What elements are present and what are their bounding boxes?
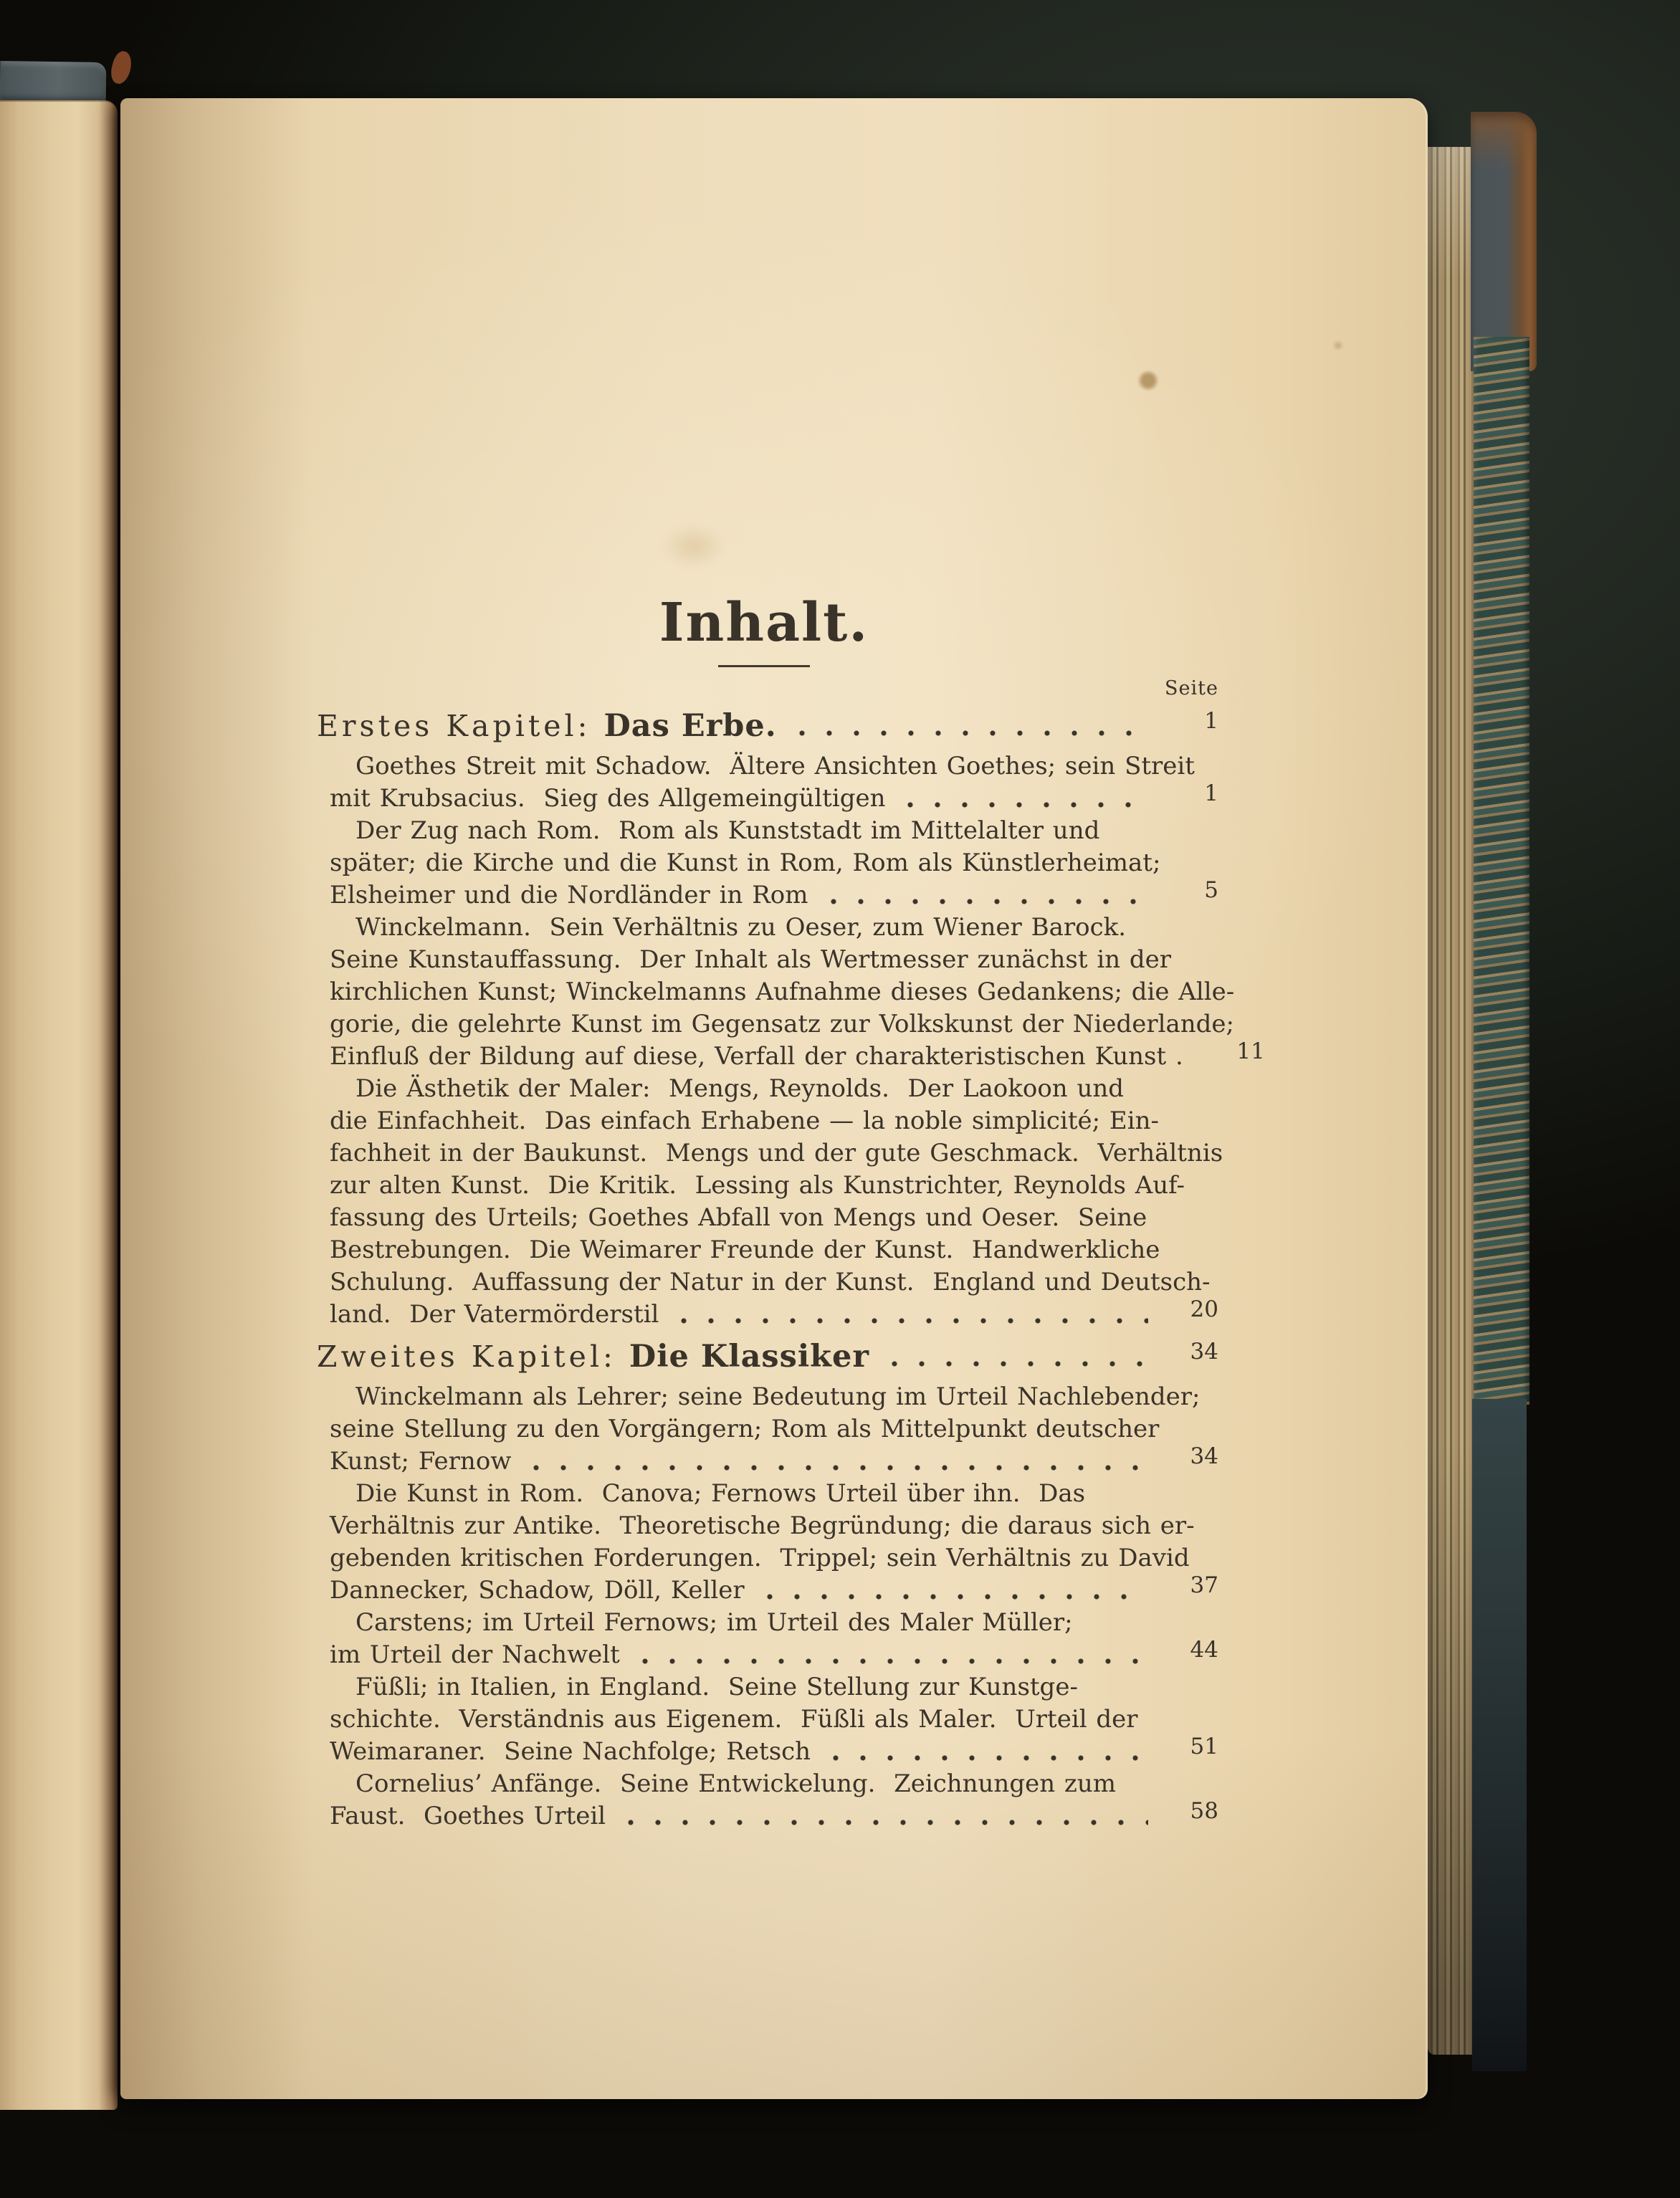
page-column-header: Seite [1165,677,1218,699]
toc-line-text: Elsheimer und die Nordländer in Rom [330,881,808,909]
dot-leader [756,1575,1148,1607]
marbled-cover-edge [1474,337,1529,1405]
toc-line [330,1137,1223,1170]
toc-line-text: Carstens; im Urteil Fernows; im Urteil des Maler Müller; [355,1608,1073,1637]
dot-leader [631,1639,1148,1671]
toc-line [330,750,1218,783]
toc-line [330,1234,1218,1266]
toc-line-text: Bestrebungen. Die Weimarer Freunde der Kunst. Handwerkliche [330,1236,1160,1264]
toc-line-text: seine Stellung zu den Vorgängern; Rom als Mittelpunkt deutscher [330,1415,1160,1443]
toc-line-text: Winckelmann. Sein Verhältnis zu Oeser, zum Wiener Barock. [355,913,1127,942]
toc-line-text: fachheit in der Baukunst. Mengs und der gute Geschmack. Verhältnis [330,1139,1223,1167]
toc-line-text: die Einfachheit. Das einfach Erhabene — la noble simplicité; Ein- [330,1107,1159,1135]
toc-line [330,1736,1218,1768]
page-title: Inhalt. [659,592,869,654]
toc-sub-entry [330,1478,1218,1607]
toc-chapter-prefix: Erstes Kapitel: [317,709,604,743]
toc-line-text: Schulung. Auffassung der Natur in der Kunst. England und Deutsch- [330,1268,1211,1296]
toc-line [330,1266,1218,1299]
page-number: 1 [1204,780,1218,806]
toc-line [330,1413,1218,1446]
toc-line-text: später; die Kirche und die Kunst in Rom, Rom als Künstlerheimat; [330,849,1161,877]
dot-leader [670,1299,1148,1331]
page-number: 20 [1190,1296,1218,1322]
toc-line-text: gorie, die gelehrte Kunst im Gegensatz zur Volkskunst der Niederlande; [330,1010,1234,1038]
dot-leader [617,1800,1148,1833]
dot-leader [788,707,1148,745]
toc-line [330,1296,1218,1331]
toc-line [330,815,1218,847]
toc-line-text: Der Zug nach Rom. Rom als Kunststadt im Mittelalter und [355,816,1100,845]
toc-sub-entry [330,1381,1218,1478]
toc-sub-entry [330,1768,1218,1833]
toc-line-text: Seine Kunstauffassung. Der Inhalt als Wertmesser zunächst in der [330,945,1172,974]
toc-entries [317,707,1265,1833]
paper-stain [662,525,726,568]
dot-leader [820,879,1148,912]
toc-line [330,1800,1218,1833]
toc-line [330,1607,1218,1639]
gutter-shadow [120,98,314,2099]
toc-line-text: gebenden kritischen Forderungen. Trippel; sein Verhältnis zu David [330,1544,1190,1572]
toc-line [330,847,1218,879]
page-number: 58 [1190,1798,1218,1824]
page-number: 51 [1190,1734,1218,1759]
toc-chapter-prefix: Zweites Kapitel: [317,1339,629,1374]
toc-line-text: Goethes Streit mit Schadow. Ältere Ansichten Goethes; sein Streit [355,752,1195,780]
toc-line-text: Winckelmann als Lehrer; seine Bedeutung im Urteil Nachlebender; [355,1382,1201,1411]
toc-chapter-entry [317,707,1218,745]
toc-line [330,976,1235,1008]
toc-line [330,1008,1234,1041]
toc-line [330,1038,1265,1073]
toc-line [317,1338,1218,1375]
toc-line [330,1073,1218,1105]
toc-line-text: Kunst; Fernow [330,1447,512,1476]
toc-sub-entry [330,1671,1218,1768]
toc-line-text: Füßli; in Italien, in England. Seine Stellung zur Kunstge- [355,1673,1078,1701]
toc-line [330,1170,1218,1202]
toc-line-text: fassung des Urteils; Goethes Abfall von Mengs und Oeser. Seine [330,1203,1147,1232]
toc-line [330,944,1218,976]
toc-line-text: Verhältnis zur Antike. Theoretische Begründung; die daraus sich er- [330,1511,1195,1540]
toc-chapter-title: Die Klassiker [629,1339,869,1375]
toc-line [330,1639,1218,1671]
toc-chapter-title: Das Erbe. [603,708,777,744]
book-cover-edge-lower [1472,1399,1527,2071]
toc-chapter-entry [317,1338,1218,1375]
toc-line-text: zur alten Kunst. Die Kritik. Lessing als Kunstrichter, Reynolds Auf- [330,1171,1185,1200]
book-page [120,98,1428,2099]
toc-line-text: Dannecker, Schadow, Döll, Keller [330,1576,745,1605]
toc-line [330,1671,1218,1704]
toc-line-text: Die Kunst in Rom. Canova; Fernows Urteil über ihn. Das [355,1479,1086,1508]
table-of-contents [317,592,1265,1833]
dot-leader [822,1736,1148,1768]
page-number: 44 [1190,1637,1218,1663]
toc-line-text: mit Krubsacius. Sieg des Allgemeingültigen [330,784,886,813]
toc-line [330,1381,1218,1413]
page-number: 5 [1204,877,1218,903]
toc-line [330,1704,1218,1736]
dot-leader [897,783,1148,815]
toc-line-text: Einfluß der Bildung auf diese, Verfall der charakteristischen Kunst . [330,1042,1183,1071]
toc-line [330,1105,1218,1137]
paper-stain [1137,371,1160,391]
toc-line [330,1510,1218,1542]
toc-line [330,780,1218,815]
toc-sub-entry [330,815,1218,912]
toc-line-text: schichte. Verständnis aus Eigenem. Füßli als Maler. Urteil der [330,1705,1138,1734]
toc-line [330,879,1218,912]
toc-line [330,1768,1218,1800]
toc-line-text: Die Ästhetik der Maler: Mengs, Reynolds. Der Laokoon und [355,1074,1125,1103]
page-number: 1 [1204,708,1218,734]
toc-line-text: kirchlichen Kunst; Winckelmanns Aufnahme dieses Gedankens; die Alle- [330,978,1235,1006]
toc-line-text: im Urteil der Nachwelt [330,1640,620,1669]
previous-page-edge [0,100,118,2110]
toc-line-text: Faust. Goethes Urteil [330,1802,606,1830]
toc-sub-entry [330,750,1218,815]
toc-sub-entry [330,912,1265,1073]
toc-line [330,1443,1218,1478]
toc-line [330,1478,1218,1510]
page-number: 34 [1190,1339,1218,1365]
toc-line [330,912,1218,944]
page-number: 11 [1236,1038,1265,1064]
toc-line-text: Cornelius’ Anfänge. Seine Entwickelung. Zeichnungen zum [355,1769,1116,1798]
toc-sub-entry [330,1607,1218,1671]
page-number: 34 [1190,1443,1218,1469]
toc-line-text: land. Der Vatermörderstil [330,1300,659,1329]
dot-leader [881,1338,1148,1375]
book-cover-edge-top-left [0,61,106,102]
toc-line-text: Weimaraner. Seine Nachfolge; Retsch [330,1737,811,1766]
toc-line [330,1202,1218,1234]
dot-leader [522,1446,1148,1478]
toc-line [330,1542,1218,1575]
toc-line [317,707,1218,745]
paper-stain [1332,340,1345,350]
toc-sub-entry [330,1073,1223,1331]
book-cover-corner [1471,112,1537,371]
toc-line [330,1572,1218,1607]
page-number: 37 [1190,1572,1218,1598]
title-rule [718,665,810,667]
